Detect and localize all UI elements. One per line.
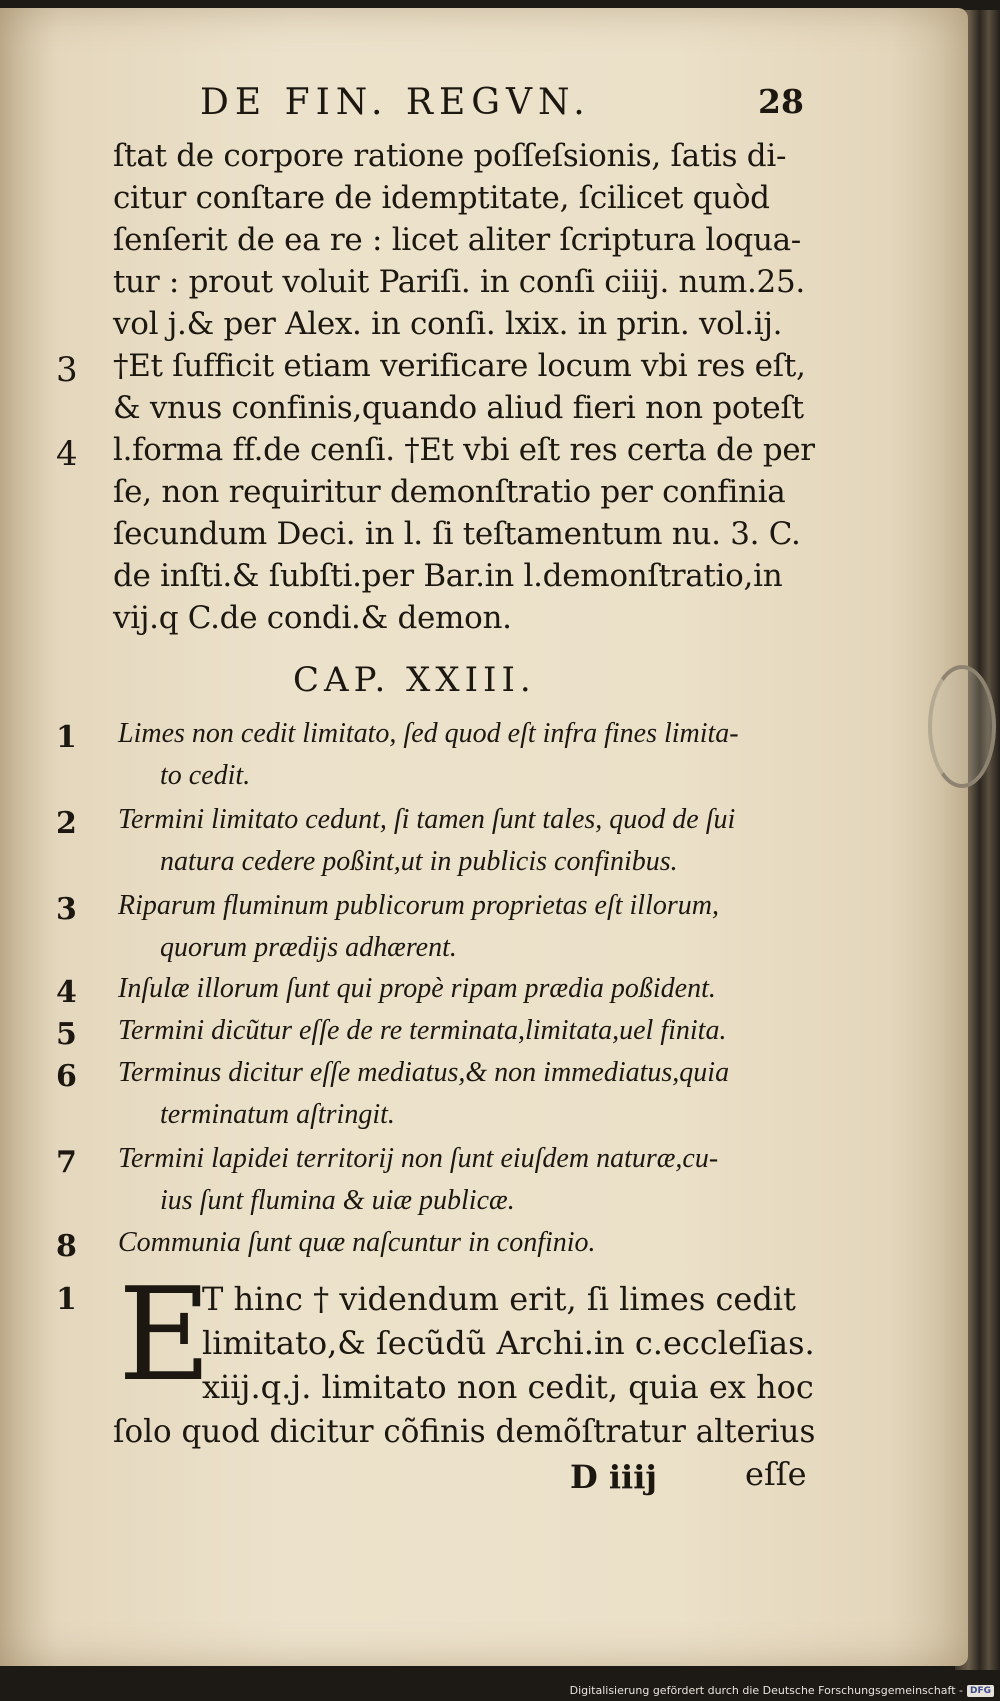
summary-line: Riparum fluminum publicorum proprietas eſt illorum, (118, 890, 719, 921)
drop-capital: E (118, 1261, 212, 1410)
credit-text: Digitalisierung gefördert durch die Deutsche Forschungsgemeinschaft - (569, 1684, 963, 1697)
body-line: l.forma ff.de cenſi. †Et vbi eſt res certa de per (113, 432, 815, 468)
running-title: DE FIN. REGVN. (200, 82, 591, 123)
summary-number: 3 (56, 892, 77, 927)
body-line: ſtat de corpore ratione poſſeſsionis, ſatis di- (113, 138, 787, 174)
book-clasp (928, 665, 996, 788)
summary-number: 6 (56, 1059, 77, 1094)
body-line: tur : prout voluit Pariſi. in conſi ciiij. num.25. (113, 264, 805, 300)
summary-number: 2 (56, 806, 77, 841)
body-line: ſe, non requiritur demonſtratio per confinia (113, 474, 786, 510)
summary-line: Limes non cedit limitato, ſed quod eſt infra fines limita- (118, 718, 739, 749)
opening-margin-number: 1 (56, 1282, 77, 1317)
body-line: ſenſerit de ea re : licet aliter ſcriptura loqua- (113, 222, 801, 258)
body-line: ſecundum Deci. in l. ſi teſtamentum nu. 3. C. (113, 516, 801, 552)
body-line: de inſti.& ſubſti.per Bar.in l.demonſtratio,in (113, 558, 783, 594)
summary-line: terminatum aſtringit. (160, 1099, 395, 1130)
body-line: limitato,& ſecũdũ Archi.in c.eccleſias. (202, 1324, 815, 1362)
summary-line: Terminus dicitur eſſe mediatus,& non immediatus,quia (118, 1057, 730, 1088)
body-line: ſolo quod dicitur cõfinis demõſtratur alterius (113, 1412, 816, 1450)
summary-line: natura cedere poßint,ut in publicis confinibus. (160, 846, 678, 877)
summary-line: ius ſunt flumina & uiæ publicæ. (160, 1185, 515, 1216)
margin-number: 4 (56, 434, 78, 474)
margin-number: 3 (56, 350, 78, 390)
summary-line: Communia ſunt quæ naſcuntur in confinio. (118, 1227, 596, 1258)
summary-number: 1 (56, 720, 77, 755)
body-line: T hinc † videndum erit, ſi limes cedit (202, 1280, 796, 1318)
signature-mark: D iiij (570, 1458, 657, 1496)
summary-line: quorum prædijs adhærent. (160, 932, 457, 963)
summary-number: 4 (56, 975, 77, 1010)
summary-line: Termini limitato cedunt, ſi tamen ſunt tales, quod de ſui (118, 804, 736, 835)
body-line: vij.q C.de condi.& demon. (113, 600, 512, 636)
chapter-heading: CAP. XXIII. (293, 660, 536, 700)
digitization-credit (570, 1684, 994, 1697)
summary-line: to cedit. (160, 760, 251, 791)
folio-number: 28 (758, 82, 804, 121)
dfg-logo: DFG (967, 1685, 994, 1697)
summary-number: 7 (56, 1145, 77, 1180)
body-line: citur conſtare de idemptitate, ſcilicet quòd (113, 180, 770, 216)
body-line: xiij.q.j. limitato non cedit, quia ex hoc (202, 1368, 814, 1406)
body-line: vol j.& per Alex. in conſi. lxix. in prin. vol.ij. (113, 306, 783, 342)
summary-number: 8 (56, 1229, 77, 1264)
summary-line: Termini dicũtur eſſe de re terminata,limitata,uel finita. (118, 1015, 727, 1046)
summary-line: Inſulæ illorum ſunt qui propè ripam prædia poßident. (118, 973, 716, 1004)
body-line: & vnus confinis,quando aliud fieri non poteſt (113, 390, 804, 426)
summary-line: Termini lapidei territorij non ſunt eiuſdem naturæ,cu- (118, 1143, 719, 1174)
body-line: †Et ſufficit etiam verificare locum vbi res eſt, (113, 348, 806, 384)
catchword: eſſe (745, 1455, 807, 1493)
summary-number: 5 (56, 1017, 77, 1052)
